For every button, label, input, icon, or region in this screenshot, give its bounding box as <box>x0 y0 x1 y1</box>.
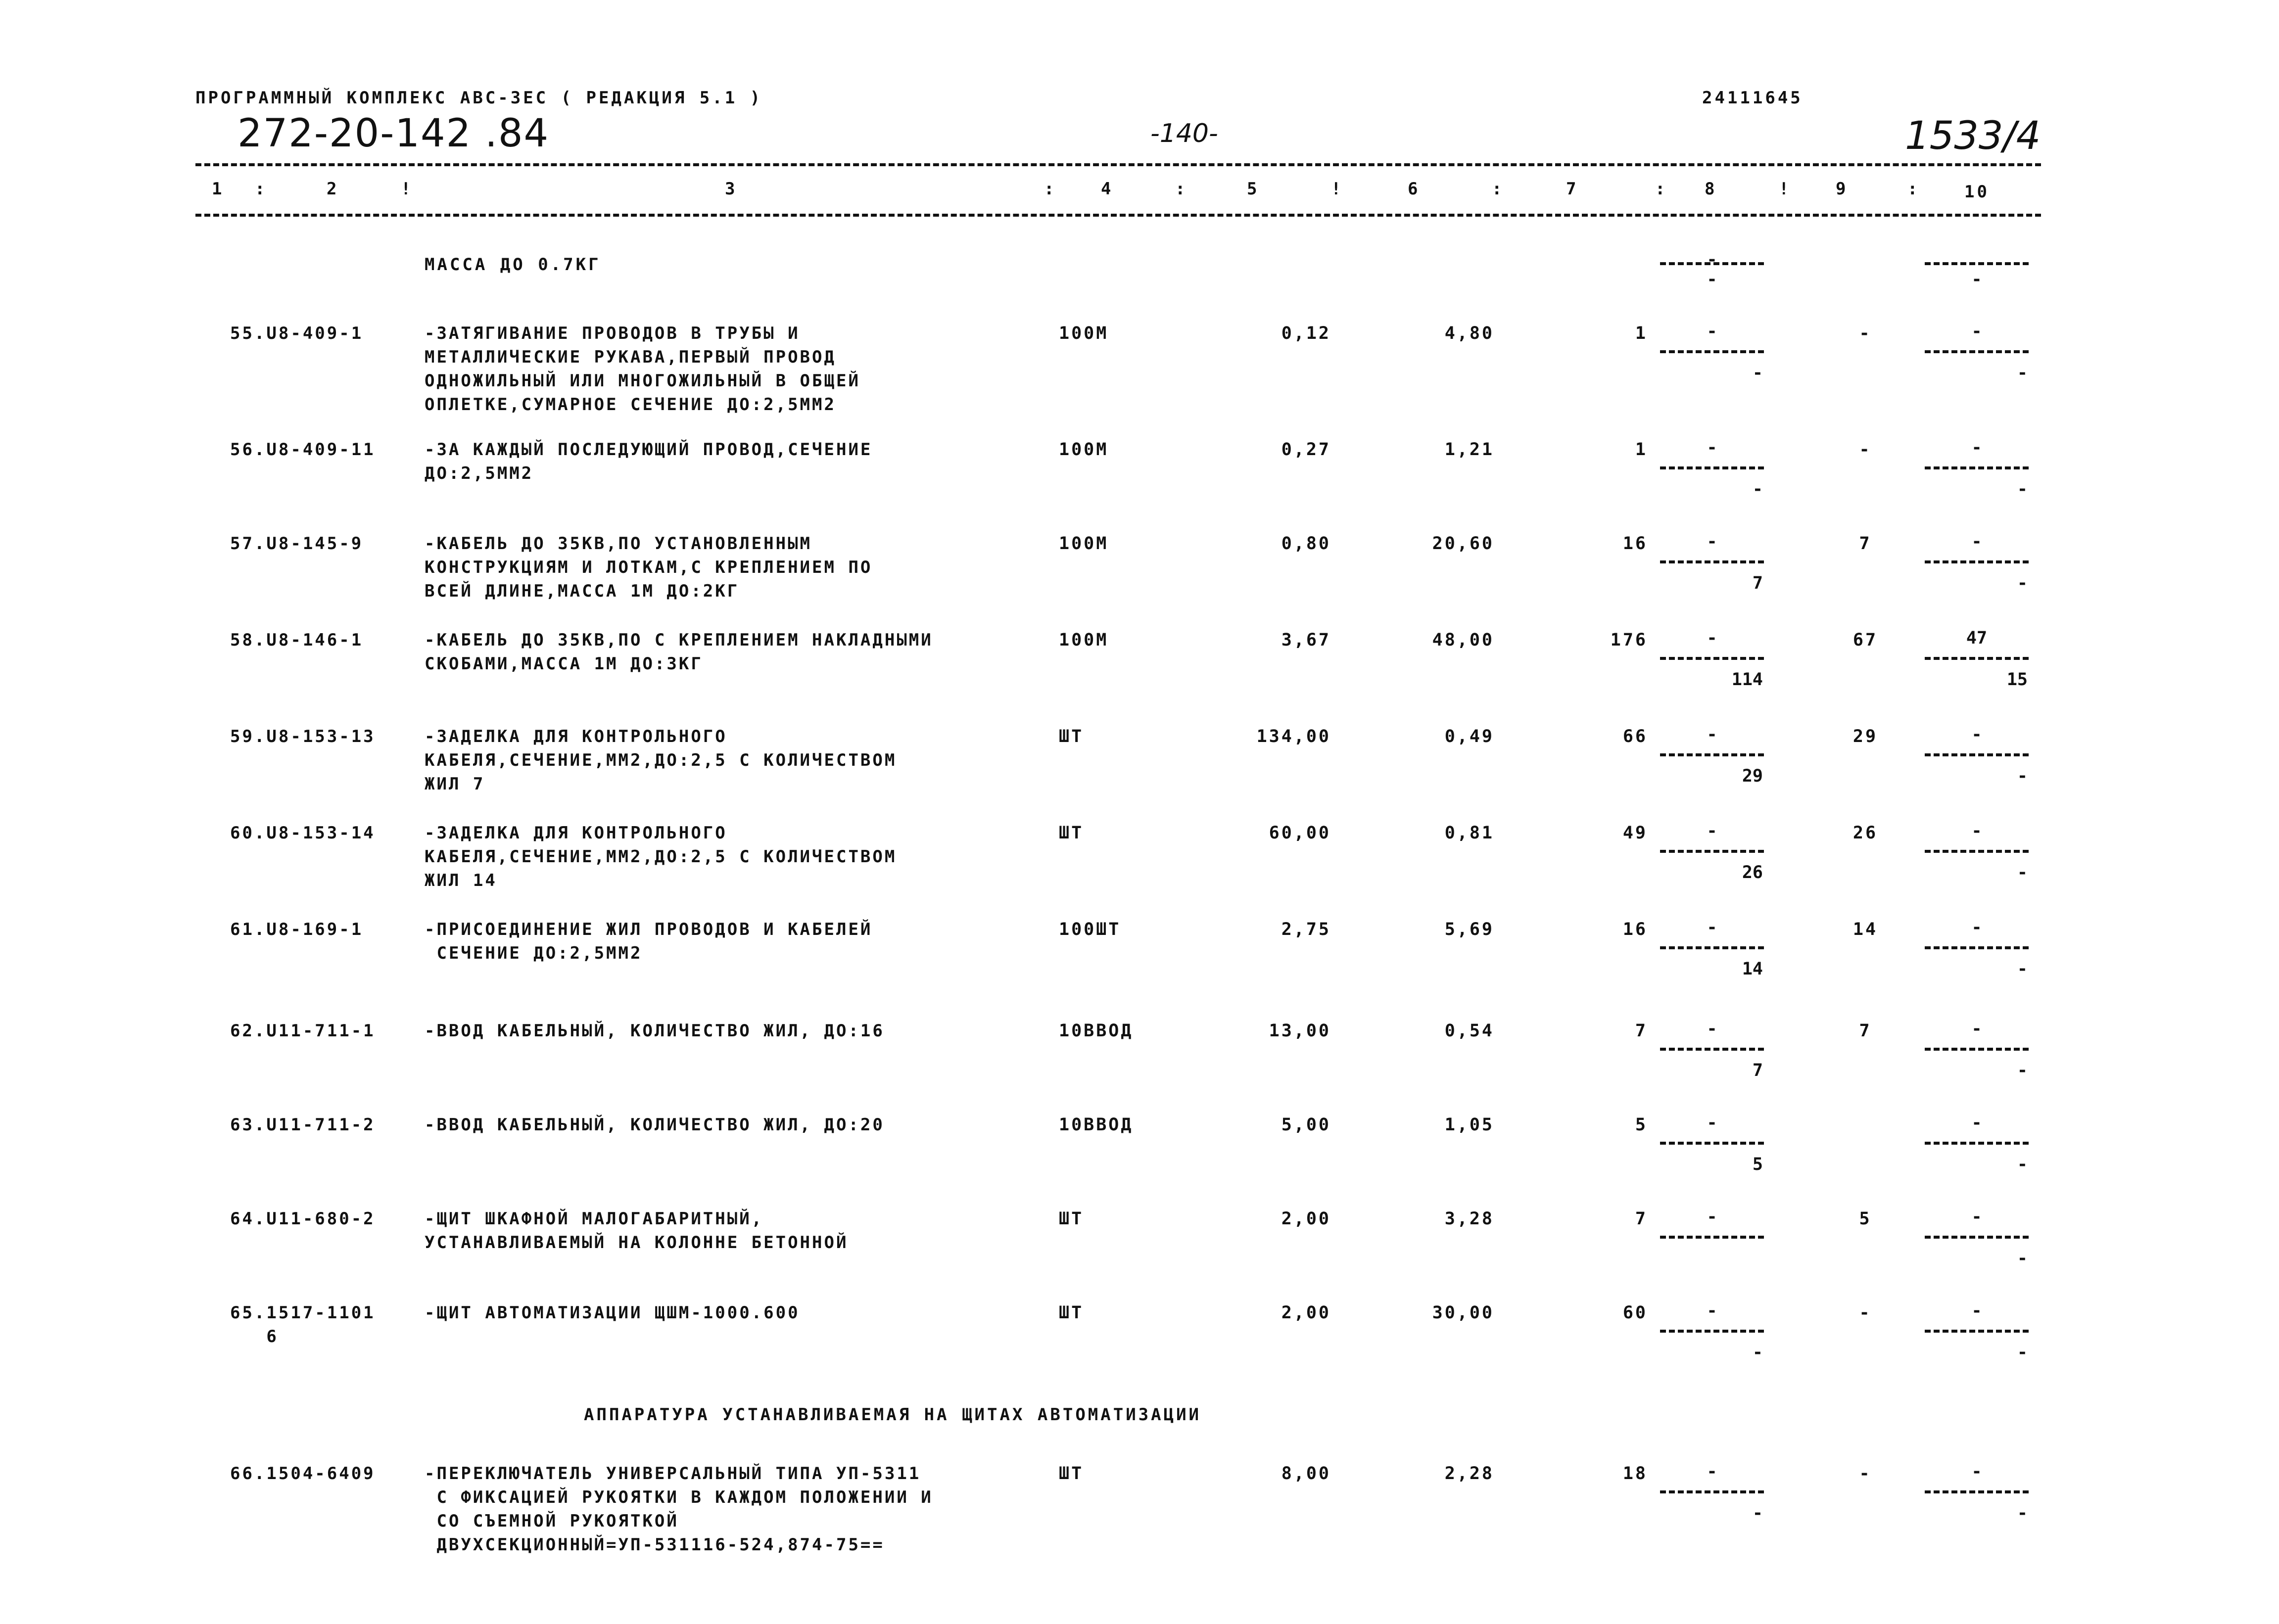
fraction-line <box>1925 350 2029 353</box>
item-unit: 100М <box>1059 440 1109 460</box>
col-10: 10 <box>1964 182 1990 202</box>
fraction-numerator: - <box>1971 438 1982 458</box>
fraction-denominator: 7 <box>1752 573 1763 593</box>
fraction-denominator: - <box>2017 479 2028 499</box>
item-price: 3,28 <box>1444 1209 1494 1229</box>
item-price: 30,00 <box>1432 1303 1494 1323</box>
fraction-denominator: - <box>2017 1503 2028 1523</box>
fraction-col10 <box>1920 438 2034 497</box>
item-quantity: 134,00 <box>1256 727 1331 746</box>
item-price: 48,00 <box>1432 630 1494 650</box>
item-col7: 16 <box>1622 534 1648 554</box>
fraction-denominator: - <box>2017 1061 2028 1080</box>
item-code: 64.U11-680-2 <box>230 1209 376 1229</box>
item-description: -ЗАДЕЛКА ДЛЯ КОНТРОЛЬНОГО КАБЕЛЯ,СЕЧЕНИЕ,ММ2,ДО:2,5 С КОЛИЧЕСТВОМ ЖИЛ 14 <box>425 823 897 890</box>
item-code: 58.U8-146-1 <box>230 630 364 650</box>
fraction-line <box>1925 1490 2029 1493</box>
fraction-numerator: - <box>1971 725 1982 744</box>
program-header: ПРОГРАММНЫЙ КОМПЛЕКС АВС-ЗЕС ( РЕДАКЦИЯ 5.1 ) <box>195 88 763 108</box>
fraction-numerator: - <box>1707 322 1717 341</box>
fraction-line <box>1660 1048 1764 1051</box>
item-unit: 100ШТ <box>1059 920 1121 939</box>
item-description: -КАБЕЛЬ ДО 35КВ,ПО УСТАНОВЛЕННЫМ КОНСТРУКЦИЯМ И ЛОТКАМ,С КРЕПЛЕНИЕМ ПО ВСЕЙ ДЛИНЕ,МАССА 1М ДО:2КГ <box>425 534 873 601</box>
fraction-denominator: - <box>2017 363 2028 383</box>
fraction-col8 <box>1655 821 1769 881</box>
sheet-number: 1533/4 <box>1905 114 2041 158</box>
item-unit: 10ВВОД <box>1059 1115 1134 1135</box>
fraction-numerator: - <box>1707 438 1717 458</box>
fraction-col10 <box>1920 725 2034 784</box>
item-description: -ЩИТ АВТОМАТИЗАЦИИ ЩШМ-1000.600 <box>425 1303 800 1323</box>
item-price: 0,49 <box>1444 727 1494 746</box>
item-description: -ЗАТЯГИВАНИЕ ПРОВОДОВ В ТРУБЫ И МЕТАЛЛИЧЕСКИЕ РУКАВА,ПЕРВЫЙ ПРОВОД ОДНОЖИЛЬНЫЙ ИЛИ МНОГОЖИЛЬНЫЙ В ОБЩЕЙ ОПЛЕТКЕ,СУМАРНОЕ СЕЧЕНИЕ ДО:2,5ММ2 <box>425 324 860 415</box>
item-quantity: 0,27 <box>1281 440 1331 460</box>
fraction-col8-top: - - <box>1655 250 1769 309</box>
item-description: -КАБЕЛЬ ДО 35КВ,ПО С КРЕПЛЕНИЕМ НАКЛАДНЫМИ СКОБАМИ,МАССА 1М ДО:3КГ <box>425 630 933 674</box>
fraction-numerator: - <box>1707 1301 1717 1321</box>
col-7: 7 <box>1566 179 1579 199</box>
fraction-numerator: - <box>1707 918 1717 937</box>
fraction-line <box>1925 466 2029 469</box>
item-unit: ШТ <box>1059 1303 1084 1323</box>
fraction-col8 <box>1655 725 1769 784</box>
item-code: 63.U11-711-2 <box>230 1115 376 1135</box>
item-col7: 18 <box>1622 1464 1648 1484</box>
fraction-numerator: - <box>1707 532 1717 552</box>
item-col9: 7 <box>1859 534 1872 554</box>
fraction-denominator: 15 <box>2006 670 2028 690</box>
fraction-numerator: - <box>1971 322 1982 341</box>
fraction-denominator: - <box>2017 766 2028 786</box>
col-9: 9 <box>1836 179 1849 199</box>
fraction-col8 <box>1655 1019 1769 1078</box>
page-number: -140- <box>1150 119 1218 148</box>
fraction-line <box>1660 657 1764 660</box>
fraction-col10 <box>1920 532 2034 591</box>
item-col7: 49 <box>1622 823 1648 843</box>
fraction-col10-top: - <box>1920 250 2034 309</box>
item-quantity: 0,80 <box>1281 534 1331 554</box>
item-code: 62.U11-711-1 <box>230 1021 376 1041</box>
item-col9: 26 <box>1852 823 1878 843</box>
fraction-col10 <box>1920 918 2034 977</box>
fraction-line <box>1925 1330 2029 1333</box>
fraction-numerator: - <box>1971 1113 1982 1133</box>
item-code: 56.U8-409-11 <box>230 440 376 460</box>
col-sep: : <box>255 179 268 199</box>
col-2: 2 <box>327 179 339 199</box>
item-price: 1,21 <box>1444 440 1494 460</box>
fraction-denominator: 29 <box>1742 766 1763 786</box>
col-1: 1 <box>212 179 225 199</box>
fraction-denominator: - <box>2017 1249 2028 1268</box>
fraction-col8 <box>1655 1207 1769 1266</box>
item-col7: 16 <box>1622 920 1648 939</box>
col-sep: : <box>1175 179 1188 199</box>
fraction-line <box>1660 946 1764 949</box>
col-8: 8 <box>1705 179 1717 199</box>
item-col7: 5 <box>1635 1115 1648 1135</box>
col-sep: : <box>1492 179 1505 199</box>
fraction-col8 <box>1655 1301 1769 1360</box>
item-code: 60.U8-153-14 <box>230 823 376 843</box>
item-col7: 1 <box>1635 440 1648 460</box>
fraction-line <box>1925 1142 2029 1145</box>
item-col9: - <box>1859 440 1872 460</box>
fraction-numerator: - <box>1707 628 1717 648</box>
fraction-denominator: - <box>2017 1343 2028 1362</box>
item-description: -ЗА КАЖДЫЙ ПОСЛЕДУЮЩИЙ ПРОВОД,СЕЧЕНИЕ ДО:2,5ММ2 <box>425 440 873 483</box>
fraction-denominator: - <box>1752 1503 1763 1523</box>
item-price: 4,80 <box>1444 324 1494 343</box>
item-description: -ЗАДЕЛКА ДЛЯ КОНТРОЛЬНОГО КАБЕЛЯ,СЕЧЕНИЕ,ММ2,ДО:2,5 С КОЛИЧЕСТВОМ ЖИЛ 7 <box>425 727 897 794</box>
col-3: 3 <box>725 179 738 199</box>
fraction-numerator: - <box>1971 1462 1982 1482</box>
fraction-col10 <box>1920 1207 2034 1266</box>
item-quantity: 5,00 <box>1281 1115 1331 1135</box>
fraction-line <box>1925 1236 2029 1239</box>
item-unit: 10ВВОД <box>1059 1021 1134 1041</box>
item-description: -ПРИСОЕДИНЕНИЕ ЖИЛ ПРОВОДОВ И КАБЕЛЕЙ СЕЧЕНИЕ ДО:2,5ММ2 <box>425 920 873 963</box>
fraction-numerator: - <box>1707 1207 1717 1227</box>
item-description: -ПЕРЕКЛЮЧАТЕЛЬ УНИВЕРСАЛЬНЫЙ ТИПА УП-5311 С ФИКСАЦИЕЙ РУКОЯТКИ В КАЖДОМ ПОЛОЖЕНИИ И СО СЪЕМНОЙ РУКОЯТКОЙ ДВУХСЕКЦИОННЫЙ=УП-531116-524,874-75== <box>425 1464 933 1555</box>
fraction-line <box>1660 850 1764 853</box>
fraction-denominator: - <box>2017 573 2028 593</box>
fraction-col8 <box>1655 438 1769 497</box>
fraction-denominator: 14 <box>1742 959 1763 979</box>
item-col7: 60 <box>1622 1303 1648 1323</box>
fraction-line <box>1660 350 1764 353</box>
item-quantity: 13,00 <box>1269 1021 1331 1041</box>
item-col7: 7 <box>1635 1021 1648 1041</box>
fraction-col10 <box>1920 1019 2034 1078</box>
item-col7: 1 <box>1635 324 1648 343</box>
item-unit: ШТ <box>1059 727 1084 746</box>
fraction-denominator: 7 <box>1752 1061 1763 1080</box>
item-price: 2,28 <box>1444 1464 1494 1484</box>
fraction-line <box>1660 1142 1764 1145</box>
item-quantity: 3,67 <box>1281 630 1331 650</box>
item-price: 5,69 <box>1444 920 1494 939</box>
fraction-numerator: - <box>1707 821 1717 841</box>
fraction-col8 <box>1655 322 1769 381</box>
item-description: -ВВОД КАБЕЛЬНЫЙ, КОЛИЧЕСТВО ЖИЛ, ДО:20 <box>425 1115 885 1135</box>
item-col9: - <box>1859 324 1872 343</box>
item-price: 0,54 <box>1444 1021 1494 1041</box>
item-unit: 100М <box>1059 324 1109 343</box>
fraction-line <box>1660 1236 1764 1239</box>
item-unit: ШТ <box>1059 1464 1084 1484</box>
item-quantity: 2,75 <box>1281 920 1331 939</box>
item-code: 66.1504-6409 <box>230 1464 376 1484</box>
document-code: 272-20-142 .84 <box>237 111 550 156</box>
fraction-numerator: - <box>1707 1113 1717 1133</box>
item-code: 57.U8-145-9 <box>230 534 364 554</box>
fraction-denominator: - <box>1752 363 1763 383</box>
item-col9: - <box>1859 1303 1872 1323</box>
fraction-numerator: - <box>1971 1207 1982 1227</box>
fraction-numerator: - <box>1707 725 1717 744</box>
fraction-col10 <box>1920 821 2034 881</box>
fraction-denominator: - <box>2017 1155 2028 1174</box>
item-quantity: 8,00 <box>1281 1464 1331 1484</box>
col-4: 4 <box>1101 179 1114 199</box>
col-sep: : <box>1907 179 1920 199</box>
item-code: 61.U8-169-1 <box>230 920 364 939</box>
fraction-denominator: 26 <box>1742 863 1763 882</box>
header-rule-top <box>195 163 2041 166</box>
fraction-denominator: - <box>1752 1343 1763 1362</box>
item-quantity: 0,12 <box>1281 324 1331 343</box>
item-code: 55.U8-409-1 <box>230 324 364 343</box>
item-unit: 100М <box>1059 630 1109 650</box>
item-col9: 14 <box>1852 920 1878 939</box>
fraction-col10 <box>1920 1462 2034 1521</box>
item-quantity: 2,00 <box>1281 1209 1331 1229</box>
fraction-line <box>1660 560 1764 563</box>
fraction-numerator: - <box>1971 918 1982 937</box>
fraction-line <box>1925 1048 2029 1051</box>
item-unit: 100М <box>1059 534 1109 554</box>
fraction-col8 <box>1655 532 1769 591</box>
fraction-line <box>1925 946 2029 949</box>
fraction-denominator: - <box>1752 479 1763 499</box>
item-price: 1,05 <box>1444 1115 1494 1135</box>
fraction-col10 <box>1920 1113 2034 1172</box>
col-5: 5 <box>1247 179 1260 199</box>
fraction-numerator: - <box>1971 821 1982 841</box>
col-sep: : <box>1044 179 1057 199</box>
fraction-denominator: - <box>2017 959 2028 979</box>
fraction-denominator: 114 <box>1731 670 1763 690</box>
item-col7: 66 <box>1622 727 1648 746</box>
fraction-line <box>1925 657 2029 660</box>
header-rule-bottom <box>195 214 2041 217</box>
fraction-numerator: 47 <box>1966 628 1988 648</box>
section-heading-mass: МАССА ДО 0.7КГ <box>425 255 601 275</box>
item-price: 20,60 <box>1432 534 1494 554</box>
item-col9: 67 <box>1852 630 1878 650</box>
fraction-col8 <box>1655 1462 1769 1521</box>
fraction-line <box>1925 850 2029 853</box>
fraction-denominator: 5 <box>1752 1155 1763 1174</box>
item-quantity: 60,00 <box>1269 823 1331 843</box>
item-code: 59.U8-153-13 <box>230 727 376 746</box>
fraction-numerator: - <box>1707 1462 1717 1482</box>
fraction-col10 <box>1920 322 2034 381</box>
item-quantity: 2,00 <box>1281 1303 1331 1323</box>
item-description: -ЩИТ ШКАФНОЙ МАЛОГАБАРИТНЫЙ, УСТАНАВЛИВАЕМЫЙ НА КОЛОННЕ БЕТОННОЙ <box>425 1209 849 1253</box>
item-col9: 5 <box>1859 1209 1872 1229</box>
item-price: 0,81 <box>1444 823 1494 843</box>
item-description: -ВВОД КАБЕЛЬНЫЙ, КОЛИЧЕСТВО ЖИЛ, ДО:16 <box>425 1021 885 1041</box>
fraction-col10 <box>1920 1301 2034 1360</box>
fraction-line <box>1660 753 1764 756</box>
item-col9: 7 <box>1859 1021 1872 1041</box>
fraction-numerator: - <box>1971 1301 1982 1321</box>
col-sep: ! <box>1779 179 1792 199</box>
item-col7: 176 <box>1610 630 1648 650</box>
col-6: 6 <box>1408 179 1421 199</box>
fraction-numerator: - <box>1971 532 1982 552</box>
fraction-numerator: - <box>1707 1019 1717 1039</box>
fraction-col10 <box>1920 628 2034 688</box>
item-col7: 7 <box>1635 1209 1648 1229</box>
section-heading-apparatus: АППАРАТУРА УСТАНАВЛИВАЕМАЯ НА ЩИТАХ АВТОМАТИЗАЦИИ <box>584 1405 1202 1425</box>
fraction-denominator: - <box>2017 863 2028 882</box>
fraction-numerator: - <box>1971 1019 1982 1039</box>
fraction-col8 <box>1655 628 1769 688</box>
item-unit: ШТ <box>1059 823 1084 843</box>
document-number: 24111645 <box>1702 88 1803 108</box>
item-col9: 29 <box>1852 727 1878 746</box>
fraction-line <box>1660 1330 1764 1333</box>
item-unit: ШТ <box>1059 1209 1084 1229</box>
fraction-line <box>1660 1490 1764 1493</box>
fraction-col8 <box>1655 1113 1769 1172</box>
col-sep: ! <box>1331 179 1344 199</box>
item-col9: - <box>1859 1464 1872 1484</box>
col-sep: : <box>1655 179 1668 199</box>
item-code: 65.1517-1101 6 <box>230 1303 376 1346</box>
fraction-line <box>1660 466 1764 469</box>
col-sep: ! <box>401 179 414 199</box>
fraction-line <box>1925 560 2029 563</box>
fraction-col8 <box>1655 918 1769 977</box>
fraction-line <box>1925 753 2029 756</box>
